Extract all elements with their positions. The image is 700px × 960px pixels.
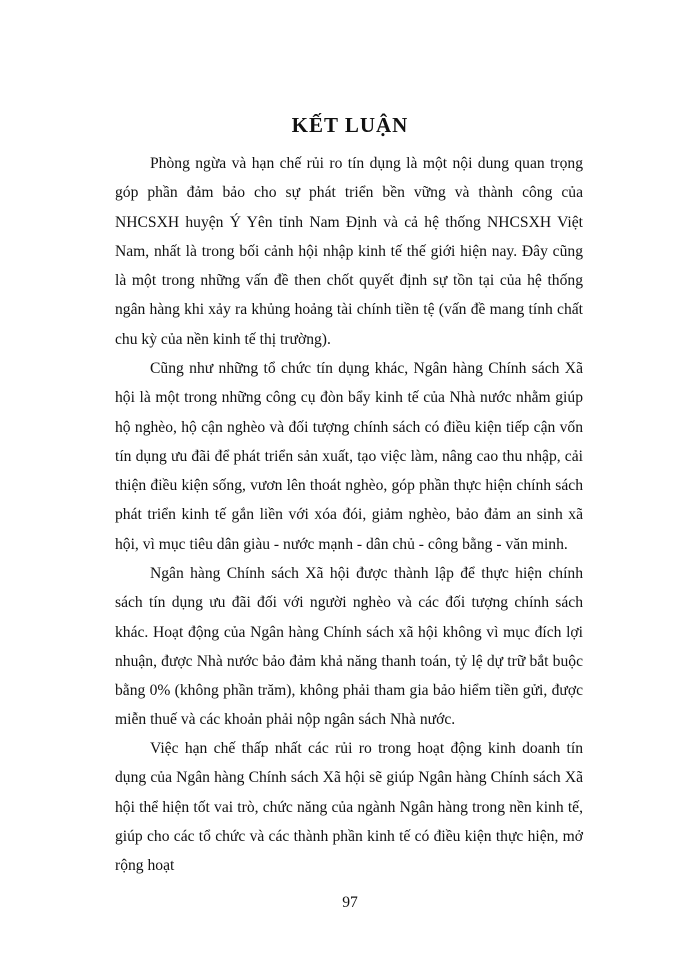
paragraph-3: Ngân hàng Chính sách Xã hội được thành lập để thực hiện chính sách tín dụng ưu đãi đối với người nghèo và các đối tượng chính sách khác. Hoạt động của Ngân hàng Chính sách xã hội không vì mục đích lợi nhuận, được Nhà nước bảo đảm khả năng thanh toán, tỷ lệ dự trữ bắt buộc bằng 0% (không phần trăm), không phải tham gia bảo hiểm tiền gửi, được miễn thuế và các khoản phải nộp ngân sách Nhà nước. xyxy=(115,565,583,729)
paragraph-4: Việc hạn chế thấp nhất các rủi ro trong hoạt động kinh doanh tín dụng của Ngân hàng Chính sách Xã hội sẽ giúp Ngân hàng Chính sách Xã hội thể hiện tốt vai trò, chức năng của ngành Ngân hàng trong nền kinh tế, giúp cho các tổ chức và các thành phần kinh tế có điều kiện thực hiện, mở rộng hoạt xyxy=(115,740,583,875)
paragraph-1: Phòng ngừa và hạn chế rủi ro tín dụng là một nội dung quan trọng góp phần đảm bảo cho sự phát triển bền vững và thành công của NHCSXH huyện Ý Yên tỉnh Nam Định và cả hệ thống NHCSXH Việt Nam, nhất là trong bối cảnh hội nhập kinh tế thế giới hiện nay. Đây cũng là một trong những vấn đề then chốt quyết định sự tồn tại của hệ thống ngân hàng khi xảy ra khủng hoảng tài chính tiền tệ (vấn đề mang tính chất chu kỳ của nền kinh tế thị trường). xyxy=(115,155,583,348)
page-number: 97 xyxy=(342,894,358,911)
paragraph-2: Cũng như những tổ chức tín dụng khác, Ngân hàng Chính sách Xã hội là một trong những công cụ đòn bẩy kinh tế của Nhà nước nhằm giúp hộ nghèo, hộ cận nghèo và đối tượng chính sách có điều kiện tiếp cận vốn tín dụng ưu đãi để phát triển sản xuất, tạo việc làm, nâng cao thu nhập, cải thiện điều kiện sống, vươn lên thoát nghèo, góp phần thực hiện chính sách phát triển kinh tế gắn liền với xóa đói, giảm nghèo, bảo đảm an sinh xã hội, vì mục tiêu dân giàu - nước mạnh - dân chủ - công bằng - văn minh. xyxy=(115,360,583,553)
page-title: KẾT LUẬN xyxy=(291,113,409,137)
